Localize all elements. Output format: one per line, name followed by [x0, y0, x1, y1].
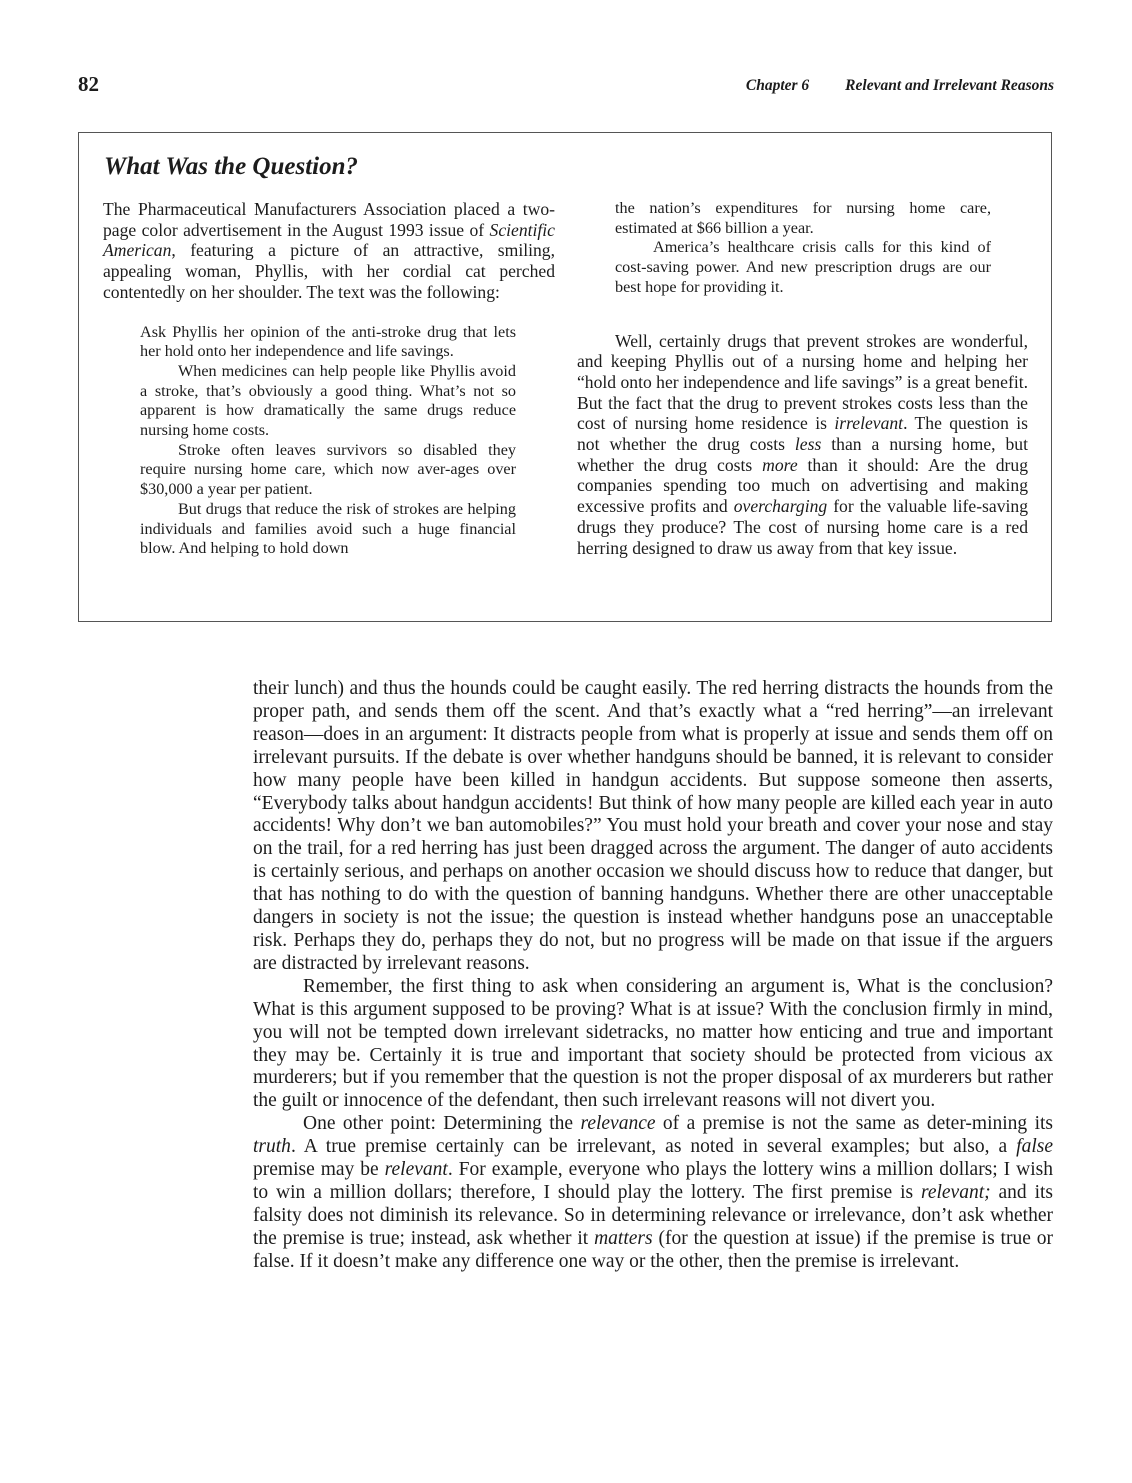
commentary-text: than a nursing home, but whether the drug costs [577, 434, 1028, 475]
ad-paragraph: When medicines can help people like Phyllis avoid a stroke, that’s obviously a good thing. What’s not so apparent is how dramatically the same drugs reduce nursing home costs. [140, 361, 516, 440]
body-text: . For example, everyone who plays the lottery wins a million dollars; I wish to win a million dollars; therefore, I should play the lottery. The first premise is [253, 1159, 1053, 1203]
chapter-label: Chapter 6 [745, 77, 810, 94]
body-italic: matters [594, 1227, 653, 1249]
intro-italic: Scientific American [103, 219, 555, 261]
commentary-italic: less [794, 434, 822, 455]
body-italic: relevance [580, 1113, 656, 1135]
body-italic: truth [253, 1136, 291, 1158]
body-paragraph: Remember, the first thing to ask when considering an argument is, What is the conclusion? What is this argument supposed to be proving? What is at issue? With the conclusion firmly in mind, you will not be tempted down irrelevant sidetracks, no matter how enticing and true and important they may be. Certainly it is true and important that society should be protected from vicious ax murderers; but if you remember that the question is not the proper disposal of ax murderers but rather the guilt or innocence of the defendant, then such irrelevant reasons will not divert you. [253, 975, 1053, 1112]
commentary-italic: overcharging [733, 496, 828, 517]
ad-quote [140, 323, 516, 559]
body-text: (for the question at issue) if the premise is true or false. If it doesn’t make any difference one way or the other, then the premise is irrelevant. [253, 1227, 1053, 1272]
body-text: and its falsity does not diminish its relevance. So in determining relevance or irrelevance, don’t ask whether the premise is true; instead, ask whether it [253, 1181, 1053, 1249]
ad-quote-continued [615, 199, 991, 298]
intro-text: The Pharmaceutical Manufacturers Association placed a two-page color advertisement in the August 1993 issue of [103, 199, 555, 240]
sidebar-left-column [103, 199, 555, 559]
ad-paragraph: America’s healthcare crisis calls for this kind of cost-saving power. And new prescription drugs are our best hope for providing it. [615, 238, 991, 296]
commentary-text: . The question is not whether the drug costs [577, 413, 1028, 455]
commentary-italic: more [762, 454, 798, 475]
commentary-text: Well, certainly drugs that prevent strokes are wonderful, and keeping Phyllis out of a nursing home and helping her “hold onto her independence and life savings” is a great benefit. But the fact that the drug to prevent strokes costs less than the cost of nursing home residence is [577, 330, 1028, 434]
ad-paragraph: the nation’s expenditures for nursing home care, estimated at $66 billion a year. [615, 199, 991, 237]
body-italic: relevant; [920, 1181, 991, 1203]
ad-paragraph: But drugs that reduce the risk of strokes are helping individuals and families avoid such a huge financial blow. And helping to hold down [140, 499, 516, 558]
chapter-title: Relevant and Irrelevant Reasons [845, 77, 1054, 94]
intro-text-end: , featuring a picture of an attractive, smiling, appealing woman, Phyllis, with her cordial cat perched contentedly on her shoulder. The text was the following: [103, 240, 555, 302]
sidebar-right-column [577, 199, 1028, 558]
body-text: premise may be [253, 1159, 385, 1181]
commentary-text: than it should: Are the drug companies spending too much on advertising and making excessive profits and [577, 454, 1028, 517]
sidebar-intro [103, 199, 555, 303]
body-text: . A true premise certainly can be irrelevant, as noted in several examples; but also, a [290, 1136, 1017, 1158]
commentary-text: for the valuable life-saving drugs they produce? The cost of nursing home care is a red herring designed to draw us away from that key issue. [577, 496, 1028, 558]
main-body [253, 678, 1053, 1274]
ad-paragraph: Ask Phyllis her opinion of the anti-stroke drug that lets her hold onto her independence and life savings. [140, 322, 516, 361]
sidebar-title: What Was the Question? [104, 153, 359, 180]
sidebar-box [78, 132, 1052, 622]
body-italic: false [1016, 1136, 1053, 1158]
commentary-italic: irrelevant [834, 413, 904, 434]
page-number: 82 [78, 72, 99, 96]
body-paragraph [253, 1113, 1053, 1273]
body-paragraph: their lunch) and thus the hounds could be caught easily. The red herring distracts the hounds from the proper path, and sends them off the scent. And that’s exactly what a “red herring”—an irrelevant reason—does in an argument: It distracts people from what is properly at issue and sends them off on irrelevant pursuits. If the debate is over whether handguns should be banned, it is relevant to consider how many people have been killed in handgun accidents. But suppose someone then asserts, “Everybody talks about handgun accidents! But think of how many people are killed each year in auto accidents! Why don’t we ban automobiles?” You must hold your breath and cover your nose and stay on the trail, for a red herring has just been dragged across the argument. The danger of auto accidents is certainly serious, and perhaps on another occasion we should discuss how to reduce that danger, but that has nothing to do with the question of banning handguns. Whether there are other unacceptable dangers in society is not the issue; the question is instead whether handguns pose an unacceptable risk. Perhaps they do, perhaps they do not, but no progress will be made on that issue if the arguers are distracted by irrelevant reasons. [253, 678, 1053, 974]
running-head [746, 77, 1054, 95]
ad-paragraph: Stroke often leaves survivors so disabled they require nursing home care, which now aver-ages over $30,000 a year per patient. [140, 440, 516, 499]
body-text: of a premise is not the same as deter-mining its [655, 1113, 1054, 1135]
body-text: One other point: Determining the [303, 1113, 581, 1135]
sidebar-commentary [577, 331, 1028, 559]
body-italic: relevant [384, 1159, 448, 1181]
